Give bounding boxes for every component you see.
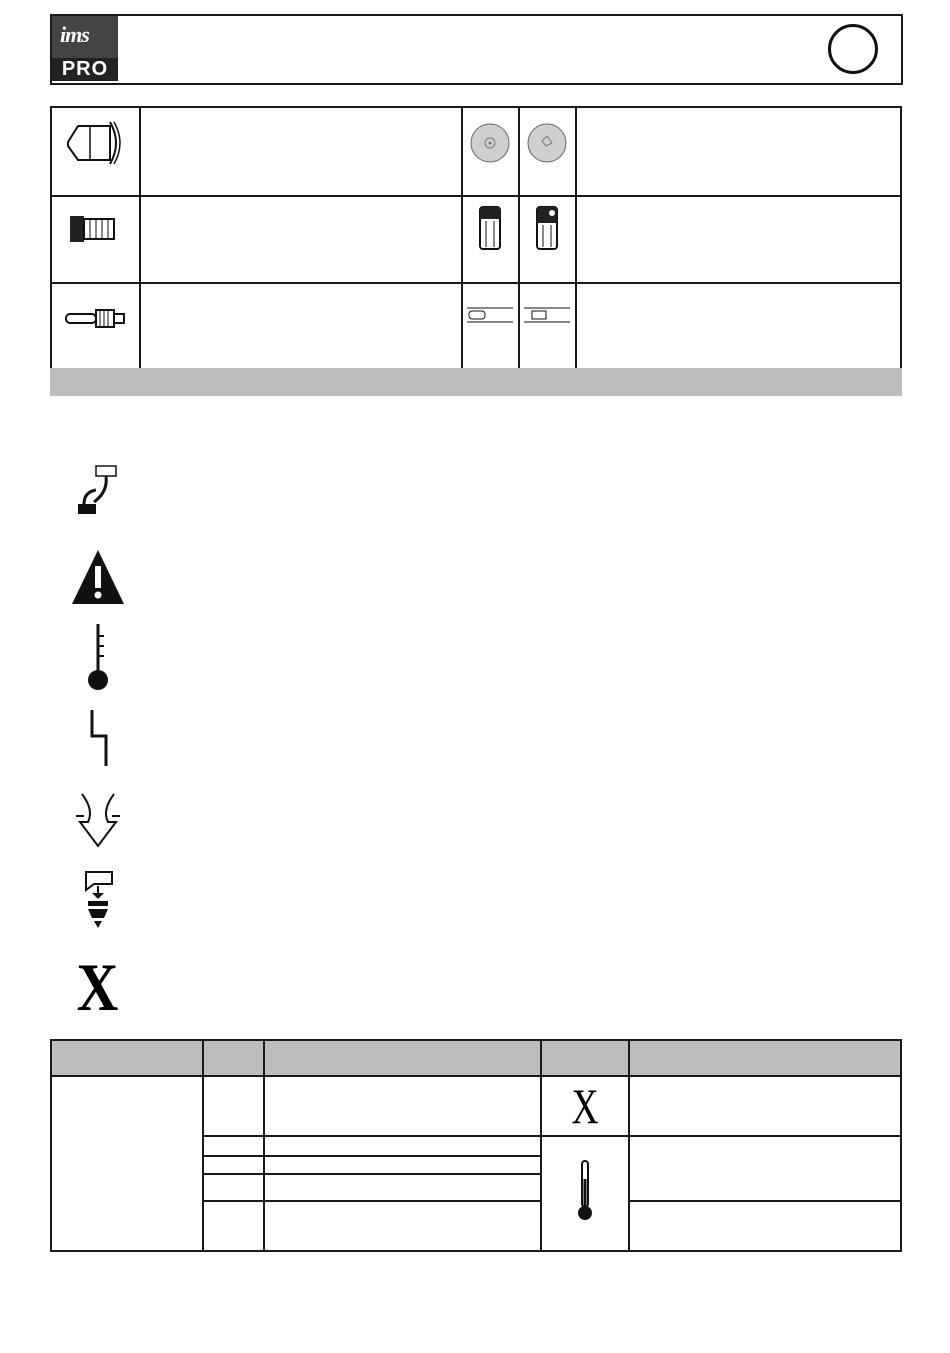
airflow-icon	[66, 790, 130, 850]
brand-logo	[52, 16, 118, 81]
table-header	[51, 1040, 901, 1076]
x-icon: X	[541, 1076, 629, 1136]
fault-table	[50, 1039, 902, 1252]
logo-pro: PRO	[52, 58, 118, 81]
thermometer-icon	[66, 622, 130, 692]
electrode-icon	[519, 283, 576, 370]
nozzle-icon	[51, 107, 140, 196]
cable-connect-icon	[66, 462, 130, 522]
diffuser-icon	[51, 196, 140, 283]
electrode-icon	[51, 283, 140, 370]
page-header	[50, 14, 903, 85]
table-row	[51, 196, 901, 283]
language-circle-icon	[828, 24, 878, 74]
table-row	[51, 1076, 901, 1136]
table-row	[51, 107, 901, 196]
logo-text: ims	[60, 22, 89, 47]
x-icon	[66, 952, 130, 1014]
consumables-table	[50, 106, 902, 371]
torch-consumable-icon	[66, 868, 130, 930]
diffuser-icon	[519, 196, 576, 283]
table-row	[51, 283, 901, 370]
electrode-icon	[462, 283, 519, 370]
disc-icon	[519, 107, 576, 196]
warning-icon	[66, 548, 130, 608]
disc-icon	[462, 107, 519, 196]
step-icon	[66, 710, 130, 770]
section-band	[50, 368, 902, 396]
svg-text:X: X	[76, 952, 119, 1014]
diffuser-icon	[462, 196, 519, 283]
thermometer-icon	[541, 1136, 629, 1251]
